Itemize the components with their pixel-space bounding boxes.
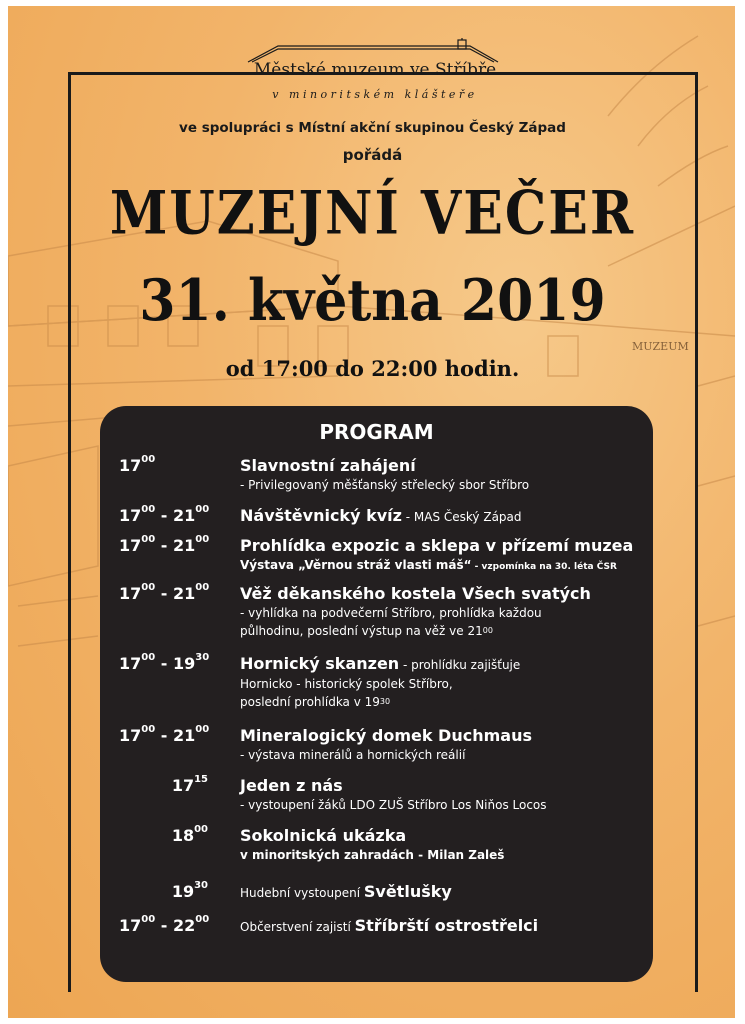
- event-line: poslední prohlídka v 19: [240, 695, 380, 709]
- museum-sign: MUZEUM: [632, 340, 689, 353]
- event-line-bold: v minoritských zahradách - Milan Zaleš: [240, 848, 505, 862]
- event-title: Stříbrští ostrostřelci: [354, 916, 539, 935]
- event-headline: MUZEJNÍ VEČER: [109, 178, 636, 249]
- event-time: $17^{00} - 21^{00}$: [119, 582, 210, 603]
- event-title: Prohlídka expozic a sklepa v přízemí muzea: [240, 536, 634, 555]
- event-title-prefix: Občerstvení zajistí: [240, 920, 355, 934]
- event-details: [240, 456, 650, 494]
- program-title: PROGRAM: [319, 420, 434, 444]
- event-time: $17^{00} - 22^{00}$: [119, 914, 210, 935]
- event-line-sup: 30: [379, 697, 391, 706]
- event-title: Sokolnická ukázka: [240, 826, 407, 845]
- event-details: [240, 882, 650, 903]
- event-title: Jeden z nás: [240, 776, 343, 795]
- event-time: $17^{00}$: [119, 454, 156, 475]
- event-line: - vystoupení žáků LDO ZUŠ Stříbro Los Niňos Locos: [240, 798, 547, 812]
- event-date: 31. května 2019: [139, 266, 606, 335]
- event-time: $17^{00} - 21^{00}$: [119, 534, 210, 555]
- event-line: půlhodinu, poslední výstup na věž ve 21: [240, 624, 483, 638]
- event-title-suffix: - prohlídku zajišťuje: [399, 658, 521, 672]
- museum-name: Městské muzeum ve Stříbře: [253, 60, 497, 80]
- event-title-suffix: - MAS Český Západ: [401, 510, 522, 524]
- event-line-small: - vzpomínka na 30. léta ČSR: [471, 562, 617, 572]
- cooperation-line: ve spolupráci s Místní akční skupinou Český Západ: [179, 120, 566, 136]
- event-hours: od 17:00 do 22:00 hodin.: [225, 356, 520, 381]
- event-details: [240, 826, 650, 864]
- event-title: Věž děkanského kostela Všech svatých: [240, 584, 591, 603]
- event-details: [240, 536, 650, 576]
- event-time: $19^{30}$: [171, 880, 208, 901]
- event-title: Hornický skanzen: [240, 654, 400, 673]
- event-details: [240, 776, 650, 814]
- event-line: - Privilegovaný měšťanský střelecký sbor Stříbro: [240, 478, 530, 492]
- event-time: $17^{00} - 21^{00}$: [119, 724, 210, 745]
- event-details: [240, 654, 650, 711]
- event-time: $17^{15}$: [171, 774, 208, 795]
- museum-logo: [230, 38, 520, 118]
- presents-line: pořádá: [342, 146, 403, 164]
- event-line: - výstava minerálů a hornických reálií: [240, 748, 466, 762]
- event-line-sup: 00: [482, 626, 493, 635]
- event-title-prefix: Hudební vystoupení: [240, 886, 364, 900]
- event-title: Mineralogický domek Duchmaus: [240, 726, 532, 745]
- event-title: Návštěvnický kvíz: [240, 506, 402, 525]
- event-time: $18^{00}$: [171, 824, 208, 845]
- event-time: $17^{00} - 21^{00}$: [119, 504, 210, 525]
- event-line: Hornicko - historický spolek Stříbro,: [240, 677, 453, 691]
- museum-subtitle: v minoritském klášteře: [272, 88, 478, 101]
- program-box: [100, 406, 653, 982]
- event-details: [240, 916, 650, 937]
- event-title: Světlušky: [363, 882, 452, 901]
- event-details: [240, 506, 650, 527]
- event-title: Slavnostní zahájení: [240, 456, 416, 475]
- event-time: $17^{00} - 19^{30}$: [119, 652, 210, 673]
- event-details: [240, 584, 650, 640]
- event-line-bold: Výstava „Věrnou stráž vlasti máš“: [240, 558, 472, 572]
- event-line: - vyhlídka na podvečerní Stříbro, prohlídka každou: [240, 606, 542, 620]
- event-details: [240, 726, 650, 764]
